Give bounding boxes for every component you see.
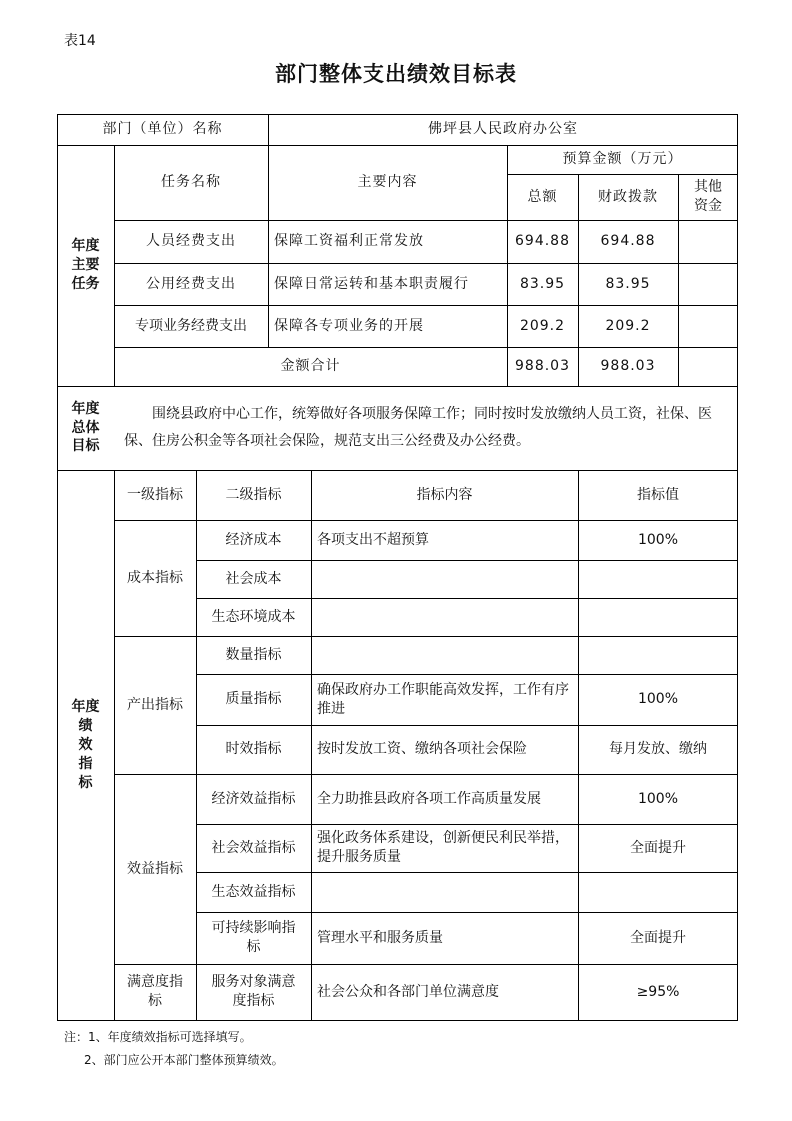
table-number: 表14 (64, 33, 96, 49)
dept-name-value: 佛坪县人民政府办公室 (428, 121, 578, 138)
indicator-content: 管理水平和服务质量 (317, 929, 443, 946)
task-row-1-content: 保障工资福利正常发放 (274, 233, 424, 250)
indicator-content: 各项支出不超预算 (317, 531, 429, 548)
col-other-funds: 其他资金 (694, 179, 722, 214)
indicator-name: 数量指标 (225, 646, 282, 663)
indicator-name: 经济成本 (225, 531, 282, 548)
task-row-3-other (678, 305, 738, 347)
col-budget-total: 总额 (527, 188, 558, 205)
task-row-1-fiscal: 694.88 (600, 233, 656, 250)
indicator-name: 社会效益指标 (211, 839, 296, 856)
task-row-3-total: 209.2 (519, 317, 566, 334)
col-level2: 二级指标 (225, 486, 282, 503)
task-row-1-total: 694.88 (515, 233, 570, 250)
task-row-1-other (678, 220, 738, 263)
indicator-content: 社会公众和各部门单位满意度 (317, 983, 499, 1000)
dept-name-label: 部门（单位）名称 (102, 121, 223, 138)
indicator-value (578, 872, 738, 912)
indicator-name: 服务对象满意度指标 (211, 974, 296, 1009)
task-row-2-content: 保障日常运转和基本职责履行 (274, 275, 469, 292)
indicator-name: 生态效益指标 (211, 883, 296, 900)
col-indicator-content: 指标内容 (416, 486, 473, 503)
indicator-name: 生态环境成本 (211, 608, 296, 625)
indicators-label: 年度 绩 效 指 标 (71, 699, 100, 791)
indicator-value: 100% (637, 691, 679, 708)
task-row-1-name: 人员经费支出 (146, 233, 236, 250)
indicator-content: 确保政府办工作职能高效发挥，工作有序推进 (317, 681, 569, 717)
indicator-content (311, 560, 578, 598)
performance-target-table (57, 114, 738, 1021)
indicator-value: 100% (637, 531, 679, 548)
group-output: 产出指标 (127, 696, 183, 713)
group-satisfaction: 满意度指标 (127, 974, 183, 1009)
task-row-2-other (678, 263, 738, 305)
sum-label: 金额合计 (280, 358, 341, 375)
col-task-name: 任务名称 (161, 174, 221, 191)
overall-goal-text: 围绕县政府中心工作，统筹做好各项服务保障工作；同时按时发放缴纳人员工资，社保、医保、住房公积金等各项社会保险，规范支出三公经费及办公经费。 (124, 406, 712, 449)
indicator-value: 全面提升 (630, 929, 686, 946)
annual-tasks-label: 年度 主要 任务 (71, 238, 100, 292)
col-fiscal: 财政拨款 (598, 188, 658, 205)
indicator-name: 经济效益指标 (211, 790, 296, 807)
indicator-name: 可持续影响指标 (211, 920, 296, 955)
col-indicator-value: 指标值 (637, 486, 679, 503)
footnote-2: 2、部门应公开本部门整体预算绩效。 (84, 1053, 284, 1067)
col-budget: 预算金额（万元） (562, 151, 683, 168)
task-row-2-name: 公用经费支出 (146, 275, 236, 292)
task-row-2-total: 83.95 (519, 275, 566, 292)
page-title: 部门整体支出绩效目标表 (275, 62, 517, 86)
col-level1: 一级指标 (127, 486, 183, 503)
indicator-value: 每月发放、缴纳 (609, 741, 707, 758)
task-row-3-content: 保障各专项业务的开展 (274, 317, 424, 334)
indicator-value: ≥95% (636, 983, 680, 1000)
indicator-name: 时效指标 (225, 741, 282, 758)
sum-fiscal: 988.03 (600, 358, 656, 375)
overall-goal-label: 年度 总体 目标 (71, 400, 100, 455)
indicator-content (311, 598, 578, 636)
indicator-value (578, 636, 738, 674)
indicator-content: 强化政务体系建设，创新便民利民举措，提升服务质量 (317, 830, 569, 865)
indicator-name: 社会成本 (225, 570, 282, 587)
group-cost: 成本指标 (127, 569, 183, 586)
indicator-value: 100% (637, 790, 679, 807)
task-row-2-fiscal: 83.95 (605, 275, 651, 292)
indicator-value: 全面提升 (630, 839, 686, 856)
indicator-name: 质量指标 (225, 691, 282, 708)
indicator-content (311, 872, 578, 912)
sum-total: 988.03 (515, 358, 570, 375)
indicator-content (311, 636, 578, 674)
indicator-value (578, 598, 738, 636)
group-benefit: 效益指标 (127, 860, 183, 877)
col-main-content: 主要内容 (357, 174, 418, 191)
indicator-content: 按时发放工资、缴纳各项社会保险 (317, 741, 527, 758)
task-row-3-name: 专项业务经费支出 (135, 317, 247, 334)
indicator-value (578, 560, 738, 598)
indicator-content: 全力助推县政府各项工作高质量发展 (317, 790, 541, 807)
footnotes (64, 1026, 284, 1072)
footnote-1: 注：1、年度绩效指标可选择填写。 (64, 1030, 252, 1044)
task-row-3-fiscal: 209.2 (605, 317, 651, 334)
